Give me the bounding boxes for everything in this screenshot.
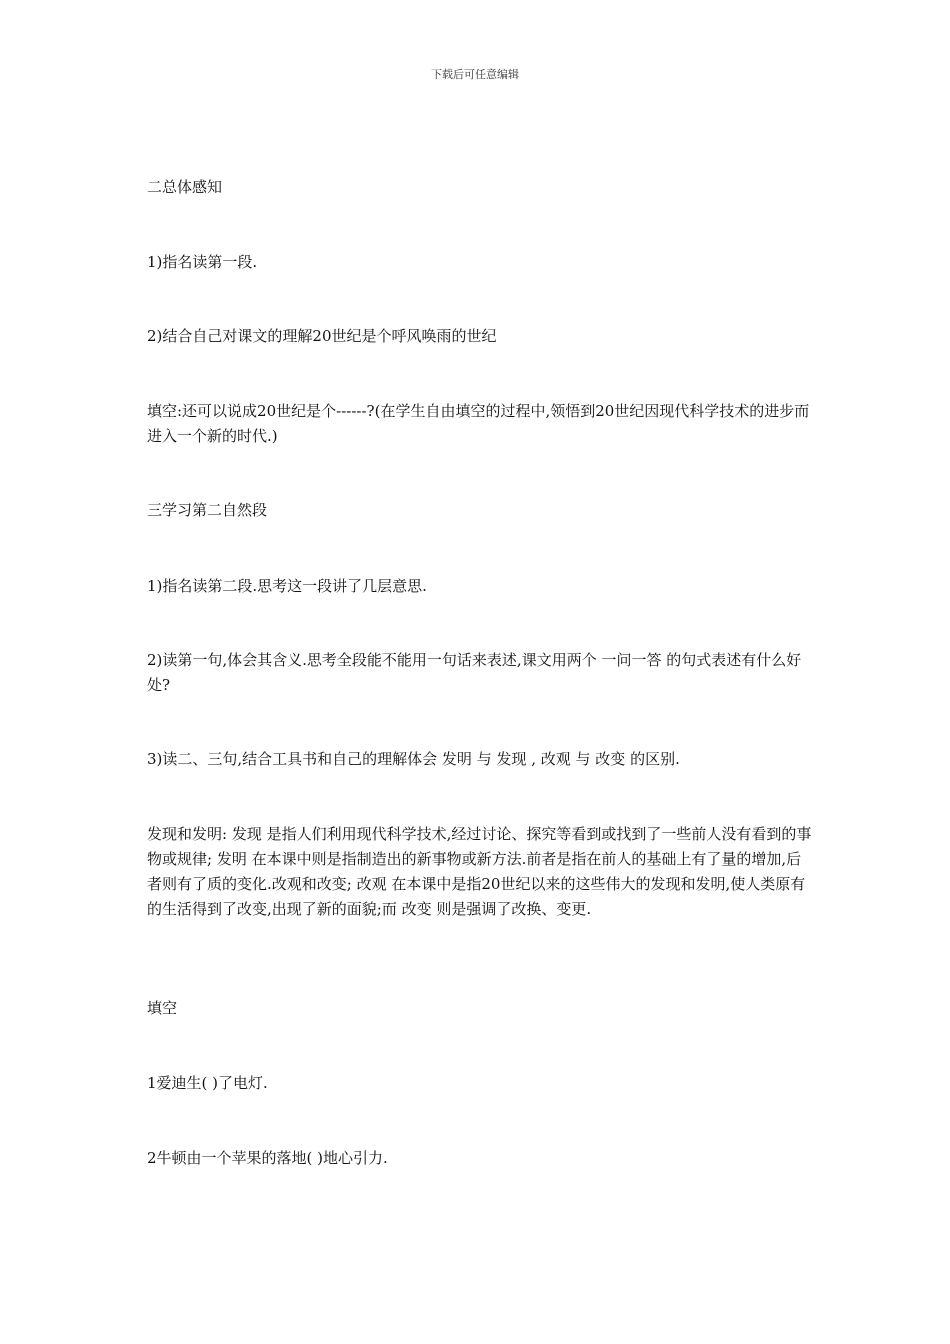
exercise-item: 2牛顿由一个苹果的落地( )地心引力. [147, 1149, 388, 1167]
section-heading-second-paragraph: 三学习第二自然段 [147, 501, 268, 519]
paragraph: 1)指名读第一段. [147, 253, 258, 271]
section-heading-overview: 二总体感知 [147, 178, 223, 196]
paragraph: 填空:还可以说成20世纪是个------?(在学生自由填空的过程中,领悟到20世纪因现代科学技术的进步而进入一个新的时代.) [147, 402, 810, 445]
exercise-item: 1爱迪生( )了电灯. [147, 1074, 268, 1092]
paragraph: 2)读第一句,体会其含义.思考全段能不能用一句话来表述,课文用两个 一问一答 的句式表述有什么好处? [147, 651, 802, 694]
paragraph: 发现和发明: 发现 是指人们利用现代科学技术,经过讨论、探究等看到或找到了一些前人没有看到的事物或规律; 发明 在本课中则是指制造出的新事物或新方法.前者是指在前人的基础上有了量的增加,后者则有了质的变化.改观和改变; 改观 在本课中是指20世纪以来的这些伟大的发现和发明,使人类原有的生活得到了改变,出现了新的面貌;而 改变 则是强调了改换、变更. [147, 825, 812, 918]
paragraph: 2)结合自己对课文的理解20世纪是个呼风唤雨的世纪 [147, 327, 497, 345]
paragraph: 1)指名读第二段.思考这一段讲了几层意思. [147, 577, 427, 595]
paragraph: 3)读二、三句,结合工具书和自己的理解体会 发明 与 发现 , 改观 与 改变 的区别. [147, 750, 680, 768]
section-heading-fill-blank: 填空 [147, 999, 178, 1017]
page-header: 下载后可任意编辑 [431, 68, 519, 81]
